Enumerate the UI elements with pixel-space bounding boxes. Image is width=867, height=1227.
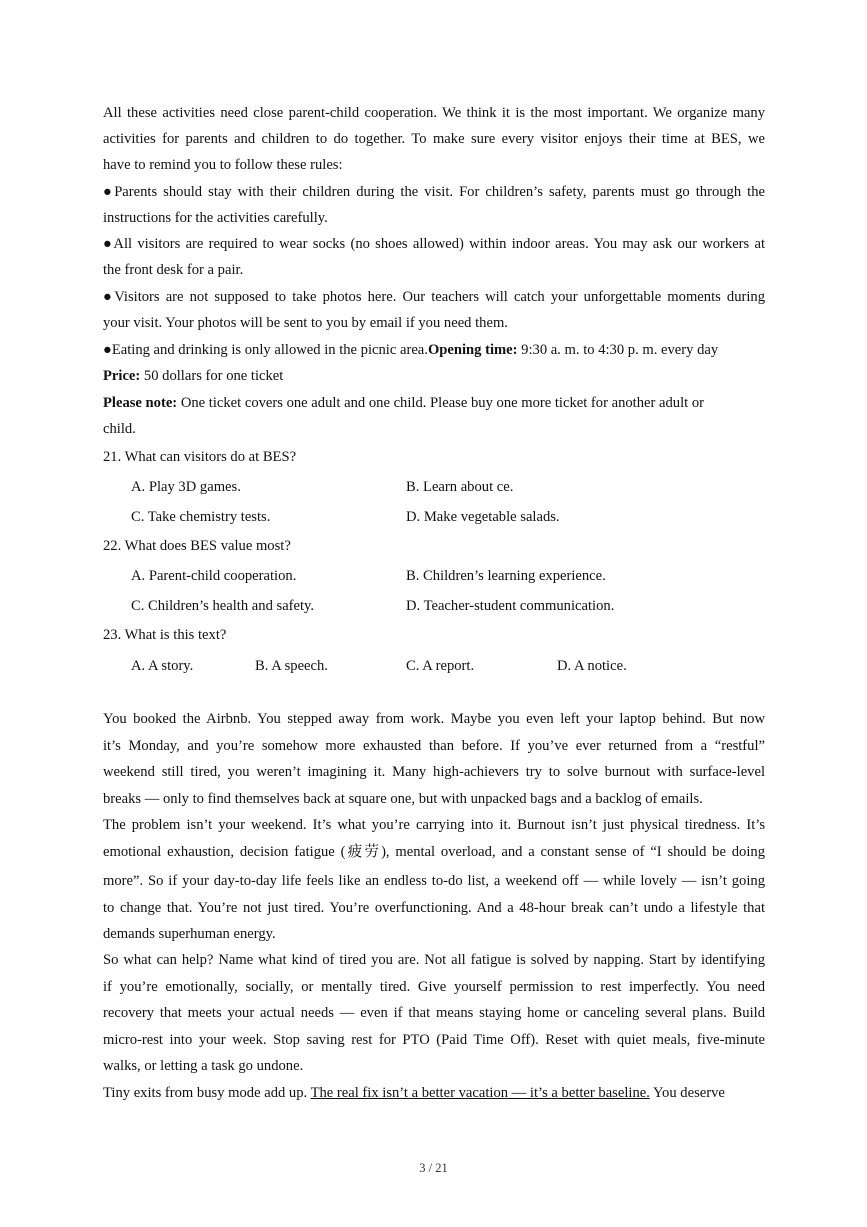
underlined-sentence: The real fix isn’t a better vacation — it’s a better baseline. [310,1085,650,1101]
note-value: One ticket covers one adult and one child. Please buy one more ticket for another adult or [177,395,704,411]
opening-time-label: Opening time: [427,342,518,358]
question-21-option-b: B. Learn about ce. [406,479,514,495]
question-22-option-d: D. Teacher-student communication. [406,598,615,614]
question-22-option-a: A. Parent-child cooperation. [131,568,297,584]
passage-b-last-line [103,1083,765,1103]
question-23-stem: 23. What is this text? [103,627,227,643]
question-23-option-b: B. A speech. [255,658,328,674]
passage-b-line: emotional exhaustion, decision fatigue (疲劳), mental overload, and a constant sense of “I should be doing [103,844,765,860]
eating-and-opening-line [103,340,765,360]
last-line-end: You deserve [649,1085,725,1101]
passage-b-line: more”. So if your day-to-day life feels like an endless to-do list, a weekend off — while lovely — isn’t going [103,873,765,889]
passage-b-line: You booked the Airbnb. You stepped away from work. Maybe you even left your laptop behind. But now [103,711,765,727]
rule-photos-line: your visit. Your photos will be sent to you by email if you need them. [103,315,508,331]
question-22-option-c: C. Children’s health and safety. [131,598,315,614]
passage-a-line: All these activities need close parent-child cooperation. We think it is the most important. We organize many [103,105,765,121]
passage-b-line: it’s Monday, and you’re somehow more exhausted than before. If you’ve ever returned from a “restful” [103,738,765,754]
question-21-option-d: D. Make vegetable salads. [406,509,560,525]
question-21-stem: 21. What can visitors do at BES? [103,449,297,465]
question-22-stem: 22. What does BES value most? [103,538,291,554]
passage-b-line: micro-rest into your week. Stop saving rest for PTO (Paid Time Off). Reset with quiet meals, five-minute [103,1032,765,1048]
rule-parents-line: instructions for the activities carefully. [103,210,328,226]
page-number: 3 / 21 [419,1161,448,1175]
passage-b-line: weekend still tired, you weren’t imagining it. Many high-achievers try to solve burnout with surface-level [103,764,765,780]
price-label: Price: [103,368,141,384]
question-21-option-a: A. Play 3D games. [131,479,241,495]
opening-time-value: 9:30 a. m. to 4:30 p. m. every day [517,342,719,358]
rule-socks-line: ●All visitors are required to wear socks (no shoes allowed) within indoor areas. You may ask our workers at [103,236,765,252]
question-23-option-c: C. A report. [406,658,475,674]
passage-b-line: The problem isn’t your weekend. It’s what you’re carrying into it. Burnout isn’t just physical tiredness. It’s [103,817,765,833]
passage-b-line: if you’re emotionally, socially, or mentally tired. Give yourself permission to rest imperfectly. You need [103,979,765,995]
question-23-option-d: D. A notice. [557,658,627,674]
price-value: 50 dollars for one ticket [140,368,284,384]
price-line [103,366,765,386]
passage-b-line: So what can help? Name what kind of tired you are. Not all fatigue is solved by napping. Start by identifying [103,952,765,968]
rule-parents-line: ●Parents should stay with their children during the visit. For children’s safety, parents must go through the [103,184,765,200]
note-label: Please note: [103,395,178,411]
passage-b-line: breaks — only to find themselves back at square one, but with unpacked bags and a backlog of emails. [103,791,703,807]
passage-b-line: to change that. You’re not just tired. You’re overfunctioning. And a 48-hour break can’t undo a lifestyle that [103,900,765,916]
passage-b-line: demands superhuman energy. [103,926,276,942]
question-22-option-b: B. Children’s learning experience. [406,568,606,584]
rule-socks-line: the front desk for a pair. [103,262,244,278]
note-line-cont: child. [103,421,136,437]
passage-b-line: walks, or letting a task go undone. [103,1058,304,1074]
passage-a-line: have to remind you to follow these rules: [103,157,343,173]
question-23-option-a: A. A story. [131,658,194,674]
question-21-option-c: C. Take chemistry tests. [131,509,271,525]
passage-a-line: activities for parents and children to do together. To make sure every visitor enjoys their time at BES, we [103,131,765,147]
note-line [103,393,765,413]
last-line-start: Tiny exits from busy mode add up. [103,1085,311,1101]
passage-b-line: recovery that meets your actual needs — even if that means staying home or canceling several plans. Build [103,1005,765,1021]
rule-photos-line: ●Visitors are not supposed to take photos here. Our teachers will catch your unforgettable moments during [103,289,765,305]
eating-rule: ●Eating and drinking is only allowed in the picnic area. [103,342,428,358]
